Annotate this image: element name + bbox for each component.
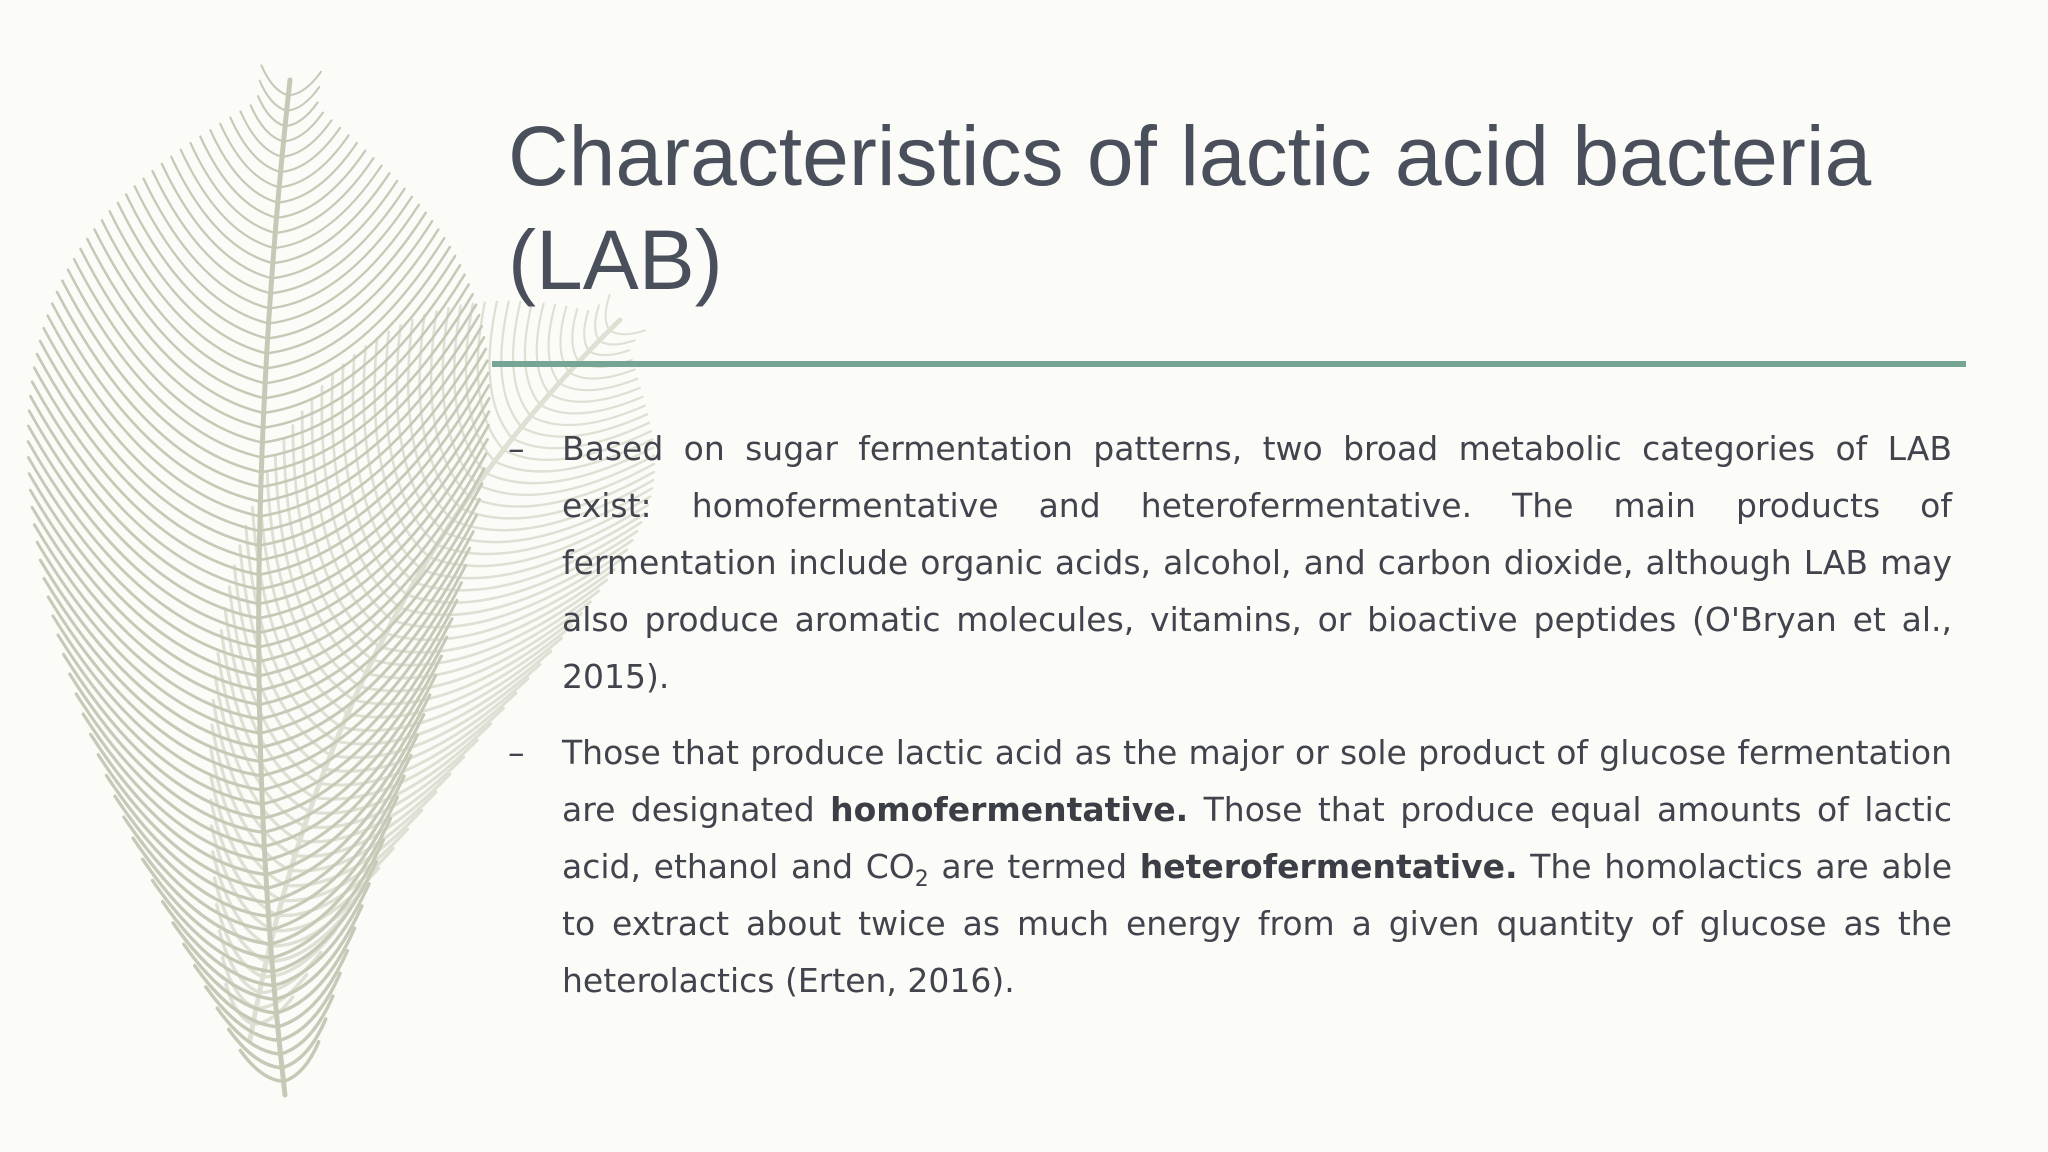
bullet-text-part: The homolactics are able to extract about twice as much energy from a given quantity of glucose as the heterolactics (Erten, 2016). — [562, 847, 1953, 1000]
bullet-text: Based on sugar fermentation patterns, two broad metabolic categories of LAB exist: homofermentative and heterofermentative. The main products of fermentation include organic acids, alcohol, and carbon dioxide, although LAB may also produce aromatic molecules, vitamins, or bioactive peptides (O'Bryan et al., 2015). — [562, 429, 1952, 696]
bullet-marker: – — [508, 733, 525, 772]
bullet-text-part: Those that produce equal amounts of lactic acid, ethanol and CO — [562, 790, 1952, 886]
subscript-2: 2 — [914, 867, 929, 892]
bullet-item — [508, 724, 1952, 1009]
slide-body — [508, 420, 1952, 1028]
bullet-marker: – — [508, 429, 525, 468]
front-feather — [28, 65, 489, 1095]
bullet-item — [508, 420, 1952, 705]
title-divider — [492, 361, 1966, 367]
bold-term-homofermentative: homofermentative. — [830, 790, 1189, 829]
bold-term-heterofermentative: heterofermentative. — [1139, 847, 1518, 886]
slide-title: Characteristics of lactic acid bacteria (LAB) — [508, 109, 1872, 307]
bullet-text-part: are termed — [928, 847, 1140, 886]
bullet-text-part: Those that produce lactic acid as the major or sole product of glucose fermentation are designated — [562, 733, 1952, 829]
